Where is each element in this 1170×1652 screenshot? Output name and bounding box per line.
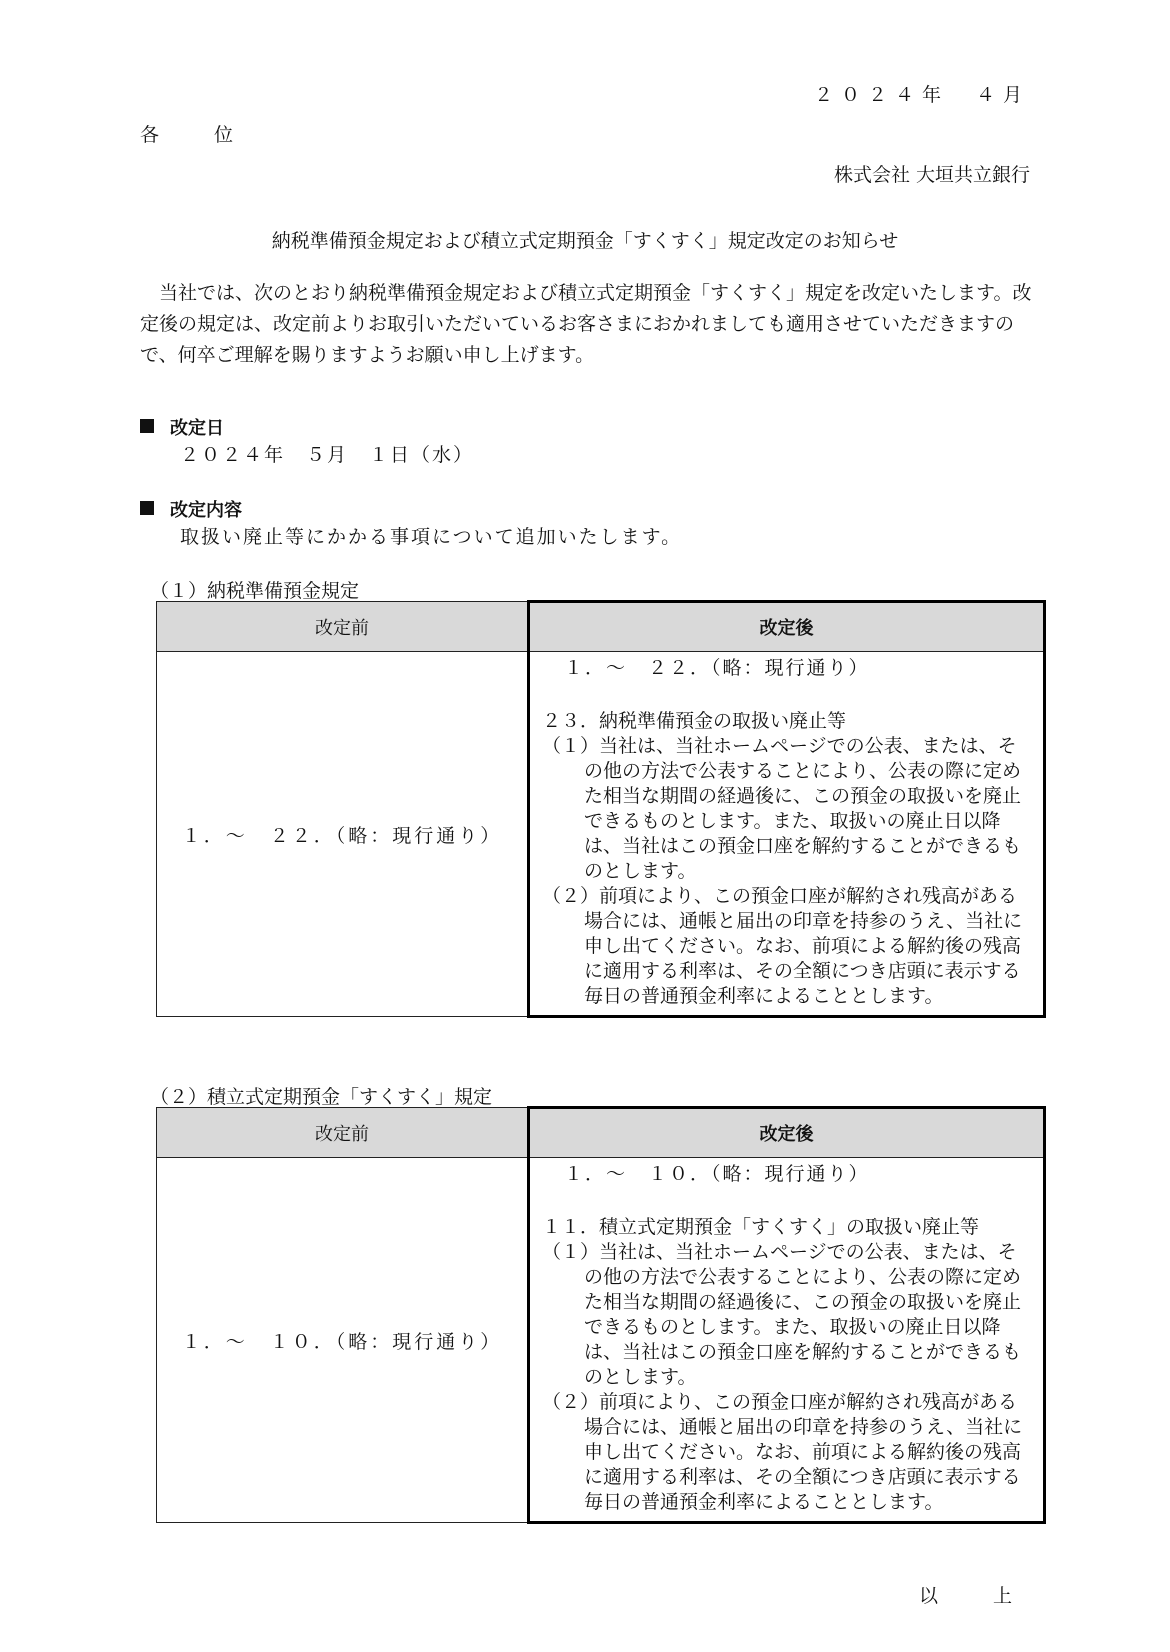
section-heading-label: 改定内容 bbox=[170, 500, 242, 521]
article-item: （２）前項により、この預金口座が解約され残高がある場合には、通帳と届出の印章を持参のうえ、当社に申し出てください。なお、前項による解約後の残高に適用する利率は、その全額につき店頭に表示する毎日の普通預金利率によることとします。 bbox=[542, 1391, 1023, 1513]
article-item: （２）前項により、この預金口座が解約され残高がある場合には、通帳と届出の印章を持参のうえ、当社に申し出てください。なお、前項による解約後の残高に適用する利率は、その全額につき店頭に表示する毎日の普通預金利率によることとします。 bbox=[542, 885, 1023, 1007]
omitted-articles: １．～ ２２．（略：現行通り） bbox=[564, 657, 870, 679]
effective-date-value: ２０２４年 ５月 １日（水） bbox=[180, 444, 475, 466]
table-row bbox=[157, 1158, 1045, 1523]
header-after: 改定後 bbox=[529, 602, 1045, 652]
issue-date: ２０２４年 ４月 bbox=[813, 84, 1030, 106]
company-name: 株式会社 大垣共立銀行 bbox=[833, 164, 1030, 186]
content-description: 取扱い廃止等にかかる事項について追加いたします。 bbox=[180, 526, 683, 548]
after-cell bbox=[529, 1158, 1045, 1523]
after-cell bbox=[529, 652, 1045, 1017]
section-heading-label: 改定日 bbox=[170, 418, 224, 439]
header-before: 改定前 bbox=[157, 1108, 529, 1158]
article-title: ２３．納税準備預金の取扱い廃止等 bbox=[542, 710, 847, 732]
intro-paragraph: 当社では、次のとおり納税準備預金規定および積立式定期預金「すくすく」規定を改定いたします。改定後の規定は、改定前よりお取引いただいているお客さまにおかれましても適用させていただきますので、何卒ご理解を賜りますようお願い申し上げます。 bbox=[140, 282, 1032, 366]
comparison-table bbox=[156, 1106, 1046, 1524]
article-title: １１．積立式定期預金「すくすく」の取扱い廃止等 bbox=[542, 1216, 980, 1238]
closing-mark: 以 上 bbox=[918, 1585, 1030, 1607]
article-item: （１）当社は、当社ホームページでの公表、または、その他の方法で公表することにより、公表の際に定めた相当な期間の経過後に、この預金の取扱いを廃止できるものとします。また、取扱いの廃止日以降は、当社はこの預金口座を解約することができるものとします。 bbox=[542, 1241, 1022, 1388]
addressee: 各 位 bbox=[140, 124, 252, 146]
square-bullet-icon bbox=[140, 501, 154, 515]
document-title: 納税準備預金規定および積立式定期預金「すくすく」規定改定のお知らせ bbox=[271, 230, 899, 252]
header-before: 改定前 bbox=[157, 602, 529, 652]
table-title: （１）納税準備預金規定 bbox=[150, 580, 360, 602]
table-header-row bbox=[157, 602, 1045, 652]
article-item: （１）当社は、当社ホームページでの公表、または、その他の方法で公表することにより、公表の際に定めた相当な期間の経過後に、この預金の取扱いを廃止できるものとします。また、取扱いの廃止日以降は、当社はこの預金口座を解約することができるものとします。 bbox=[542, 735, 1022, 882]
section-heading-content bbox=[140, 496, 242, 522]
table-row bbox=[157, 652, 1045, 1017]
comparison-table bbox=[156, 600, 1046, 1018]
before-cell: １．～ １０．（略：現行通り） bbox=[157, 1158, 529, 1523]
header-after: 改定後 bbox=[529, 1108, 1045, 1158]
table-title: （２）積立式定期預金「すくすく」規定 bbox=[150, 1086, 493, 1108]
omitted-articles: １．～ １０．（略：現行通り） bbox=[564, 1163, 870, 1185]
section-heading-effective-date bbox=[140, 414, 224, 440]
table-header-row bbox=[157, 1108, 1045, 1158]
square-bullet-icon bbox=[140, 419, 154, 433]
before-cell: １．～ ２２．（略：現行通り） bbox=[157, 652, 529, 1017]
